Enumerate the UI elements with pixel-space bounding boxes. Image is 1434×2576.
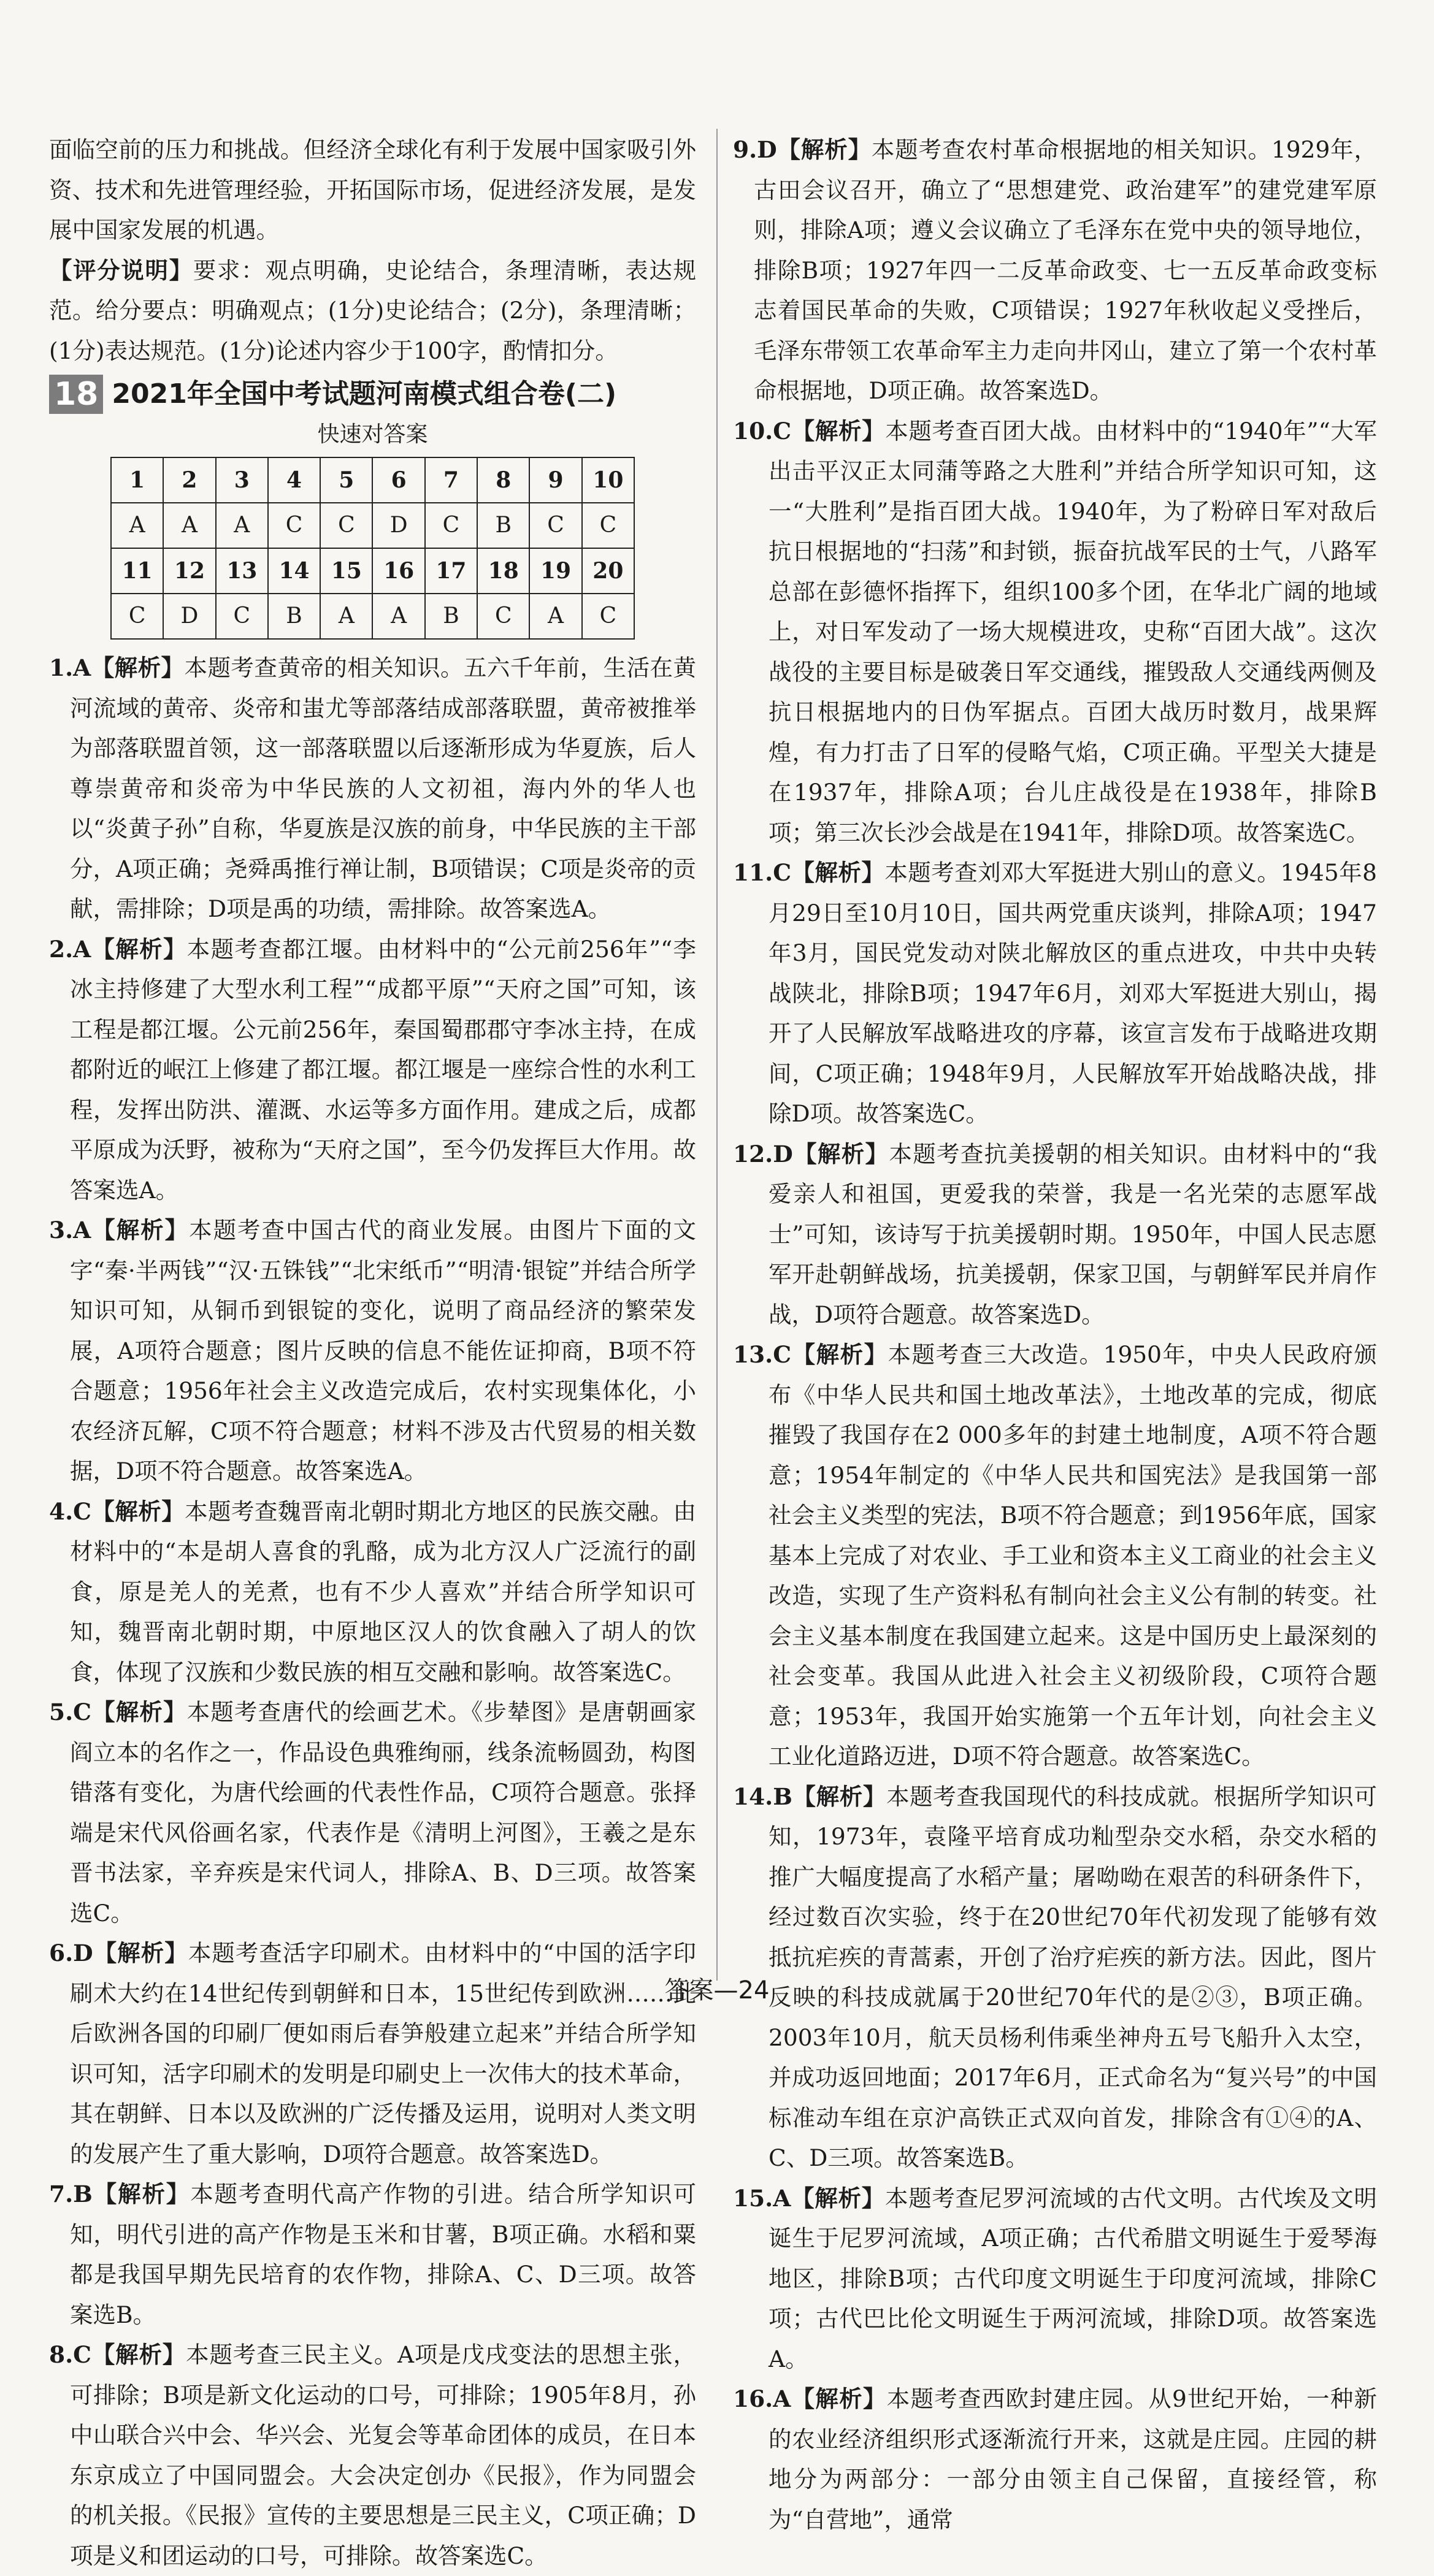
item-tag: 【解析】: [792, 1783, 887, 1810]
question-number-cell: 17: [425, 548, 477, 594]
item-text: 本题考查农村革命根据地的相关知识。1929年，古田会议召开，确立了“思想建党、政治建军”的建党建军原则，排除A项；遵义会议确立了毛泽东在党中央的领导地位，排除B项；1927年四一二反革命政变、七一五反革命政变标志着国民革命的失败，C项错误；1927年秋收起义受挫后，毛泽东带领工农革命军主力走向井冈山，建立了第一个农村革命根据地，D项正确。故答案选D。: [754, 136, 1377, 404]
item-tag: 【解析】: [91, 1497, 185, 1525]
score-note-text: 要求：观点明确，史论结合，条理清晰，表达规范。给分要点：明确观点；(1分)史论结合；(2分)，条理清晰；(1分)表达规范。(1分)论述内容少于100字，酌情扣分。: [49, 256, 697, 364]
question-number-cell: 12: [163, 548, 215, 594]
question-number-cell: 20: [582, 548, 634, 594]
item-text: 本题考查都江堰。由材料中的“公元前256年”“李冰主持修建了大型水利工程”“成都平原”“天府之国”可知，该工程是都江堰。公元前256年，秦国蜀郡郡守李冰主持，在成都附近的岷江上修建了都江堰。都江堰是一座综合性的水利工程，发挥出防洪、灌溉、水运等多方面作用。建成之后，成都平原成为沃野，被称为“天府之国”，至今仍发挥巨大作用。故答案选A。: [70, 935, 696, 1204]
column-divider: [716, 129, 718, 1981]
answer-cell: C: [529, 503, 581, 548]
question-number-cell: 18: [477, 548, 529, 594]
answer-cell: C: [320, 503, 372, 548]
answer-item: [49, 1692, 696, 1933]
section-title: 2021年全国中考试题河南模式组合卷(二): [112, 378, 617, 410]
question-number-cell: 11: [111, 548, 163, 594]
answer-cell: C: [425, 503, 477, 548]
question-number-cell: 7: [425, 457, 477, 503]
item-tag: 【解析】: [791, 2184, 885, 2212]
question-number-cell: 4: [268, 457, 320, 503]
answer-table-row: [111, 457, 634, 503]
item-number: 9.D: [733, 136, 777, 163]
item-number: 14.B: [733, 1783, 792, 1810]
answer-cell: B: [477, 503, 529, 548]
answer-item: [733, 853, 1377, 1134]
item-tag: 【解析】: [91, 1217, 190, 1244]
answer-cell: D: [163, 594, 215, 639]
question-number-cell: 9: [529, 457, 581, 503]
answer-cell: A: [163, 503, 215, 548]
item-number: 2.A: [49, 935, 91, 963]
item-tag: 【解析】: [91, 654, 185, 681]
answer-item: [49, 648, 696, 930]
answer-table-row: [111, 503, 634, 548]
item-text: 本题考查三大改造。1950年，中央人民政府颁布《中华人民共和国土地改革法》，土地改革的完成，彻底摧毁了我国存在2 000多年的封建土地制度，A项不符合题意；1954年制定的《中华人民共和国宪法》是我国第一部社会主义类型的宪法，B项不符合题意；到1956年底，国家基本上完成了对农业、手工业和资本主义工商业的社会主义改造，实现了生产资料私有制向社会主义公有制的转变。社会主义基本制度在我国建立起来。这是中国历史上最深刻的社会变革。我国从此进入社会主义初级阶段，C项符合题意；1953年，我国开始实施第一个五年计划，向社会主义工业化道路迈进，D项不符合题意。故答案选C。: [769, 1341, 1378, 1770]
question-number-cell: 16: [372, 548, 424, 594]
answer-cell: C: [111, 594, 163, 639]
answer-cell: A: [320, 594, 372, 639]
item-tag: 【解析】: [792, 1140, 889, 1168]
answer-table-row: [111, 548, 634, 594]
answer-cell: C: [582, 503, 634, 548]
question-number-cell: 10: [582, 457, 634, 503]
item-text: 本题考查刘邓大军挺进大别山的意义。1945年8月29日至10月10日，国共两党重庆谈判，排除A项；1947年3月，国民党发动对陕北解放区的重点进攻，中共中央转战陕北，排除B项；1947年6月，刘邓大军挺进大别山，揭开了人民解放军战略进攻的序幕，该宣言发布于战略进攻期间，C项正确；1948年9月，人民解放军开始战略决战，排除D项。故答案选C。: [769, 859, 1378, 1127]
answer-item: [49, 1492, 696, 1693]
answer-item: [733, 130, 1377, 411]
answer-item: [49, 930, 696, 1211]
item-text: 本题考查百团大战。由材料中的“1940年”“大军出击平汉正太同蒲等路之大胜利”并结合所学知识可知，这一“大胜利”是指百团大战。1940年，为了粉碎日军对敌后抗日根据地的“扫荡”和封锁，振奋抗战军民的士气，八路军总部在彭德怀指挥下，组织100多个团，在华北广阔的地域上，对日军发动了一场大规模进攻，史称“百团大战”。这次战役的主要目标是破袭日军交通线，摧毁敌人交通线两侧及抗日根据地内的日伪军据点。百团大战历时数月，战果辉煌，有力打击了日军的侵略气焰，C项正确。平型关大捷是在1937年，排除A项；台儿庄战役是在1938年，排除B项；第三次长沙会战是在1941年，排除D项。故答案选C。: [769, 417, 1378, 846]
question-number-cell: 15: [320, 548, 372, 594]
answer-item: [733, 411, 1377, 854]
item-number: 13.C: [733, 1341, 792, 1368]
item-tag: 【解析】: [791, 2385, 887, 2412]
question-number-cell: 3: [216, 457, 268, 503]
item-text: 本题考查抗美援朝的相关知识。由材料中的“我爱亲人和祖国，更爱我的荣誉，我是一名光荣的志愿军战士”可知，该诗写于抗美援朝时期。1950年，中国人民志愿军开赴朝鲜战场，抗美援朝，保家卫国，与朝鲜军民并肩作战，D项符合题意。故答案选D。: [769, 1140, 1378, 1328]
answer-cell: B: [425, 594, 477, 639]
item-number: 15.A: [733, 2184, 791, 2212]
item-text: 本题考查我国现代的科技成就。根据所学知识可知，1973年，袁隆平培育成功籼型杂交水稻，杂交水稻的推广大幅度提高了水稻产量；屠呦呦在艰苦的科研条件下，经过数百次实验，终于在20世纪70年代初发现了能够有效抵抗疟疾的青蒿素，开创了治疗疟疾的新方法。因此，图片反映的科技成就属于20世纪70年代的是②③，B项正确。2003年10月，航天员杨利伟乘坐神舟五号飞船升入太空，并成功返回地面；2017年6月，正式命名为“复兴号”的中国标准动车组在京沪高铁正式双向首发，排除含有①④的A、C、D三项。故答案选B。: [769, 1783, 1378, 2171]
item-number: 5.C: [49, 1699, 91, 1726]
question-number-cell: 1: [111, 457, 163, 503]
item-tag: 【解析】: [92, 2180, 191, 2207]
item-number: 7.B: [49, 2180, 93, 2207]
item-number: 6.D: [49, 1940, 93, 1966]
answer-table-title: 快速对答案: [317, 422, 428, 447]
item-tag: 【解析】: [791, 417, 886, 445]
answer-cell: C: [216, 594, 268, 639]
item-tag: 【解析】: [91, 935, 187, 963]
answer-cell: C: [268, 503, 320, 548]
item-tag: 【解析】: [776, 136, 872, 163]
answer-item: [733, 1335, 1377, 1777]
answer-cell: A: [372, 594, 424, 639]
item-number: 1.A: [49, 654, 91, 681]
question-number-cell: 8: [477, 457, 529, 503]
question-number-cell: 19: [529, 548, 581, 594]
answer-cell: B: [268, 594, 320, 639]
item-text: 本题考查中国古代的商业发展。由图片下面的文字“秦·半两钱”“汉·五铢钱”“北宋纸币”“明清·银锭”并结合所学知识可知，从铜币到银锭的变化，说明了商品经济的繁荣发展，A项符合题意；图片反映的信息不能佐证抑商，B项不符合题意；1956年社会主义改造完成后，农村实现集体化，小农经济瓦解，C项不符合题意；材料不涉及古代贸易的相关数据，D项不符合题意。故答案选A。: [70, 1217, 697, 1485]
answer-cell: C: [477, 594, 529, 639]
score-note-tag: 【评分说明】: [49, 256, 193, 284]
answer-cell: A: [111, 503, 163, 548]
section-header: [49, 375, 696, 414]
item-text: 本题考查西欧封建庄园。从9世纪开始，一种新的农业经济组织形式逐渐流行开来，这就是庄园。庄园的耕地分为两部分：一部分由领主自己保留，直接经管，称为“自营地”，通常: [769, 2385, 1377, 2533]
answer-cell: D: [372, 503, 424, 548]
right-column: [733, 130, 1377, 2540]
question-number-cell: 2: [163, 457, 215, 503]
item-number: 10.C: [733, 417, 792, 445]
item-text: 本题考查黄帝的相关知识。五六千年前，生活在黄河流域的黄帝、炎帝和蚩尤等部落结成部落联盟，黄帝被推举为部落联盟首领，这一部落联盟以后逐渐形成为华夏族，后人尊崇黄帝和炎帝为中华民族的人文初祖，海内外的华人也以“炎黄子孙”自称，华夏族是汉族的前身，中华民族的主干部分，A项正确；尧舜禹推行禅让制，B项错误；C项是炎帝的贡献，需排除；D项是禹的功绩，需排除。故答案选A。: [70, 654, 697, 922]
answer-item: [733, 2379, 1377, 2540]
question-number-cell: 5: [320, 457, 372, 503]
page-footer: 答案—24: [664, 1976, 770, 2005]
item-tag: 【解析】: [91, 2341, 186, 2368]
question-number-cell: 6: [372, 457, 424, 503]
answer-cell: C: [582, 594, 634, 639]
item-text: 本题考查三民主义。A项是戊戌变法的思想主张，可排除；B项是新文化运动的口号，可排除；1905年8月，孙中山联合兴中会、华兴会、光复会等革命团体的成员，在日本东京成立了中国同盟会。大会决定创办《民报》，作为同盟会的机关报。《民报》宣传的主要思想是三民主义，C项正确；D项是义和团运动的口号，可排除。故答案选C。: [70, 2341, 696, 2569]
item-number: 8.C: [49, 2341, 91, 2368]
answer-cell: A: [216, 503, 268, 548]
answer-table: [110, 457, 635, 640]
item-tag: 【解析】: [791, 859, 885, 886]
answer-item: [733, 1134, 1377, 1336]
item-text: 本题考查明代高产作物的引进。结合所学知识可知，明代引进的高产作物是玉米和甘薯，B项正确。水稻和粟都是我国早期先民培育的农作物，排除A、C、D三项。故答案选B。: [70, 2180, 697, 2328]
item-number: 11.C: [733, 859, 792, 886]
item-number: 4.C: [49, 1497, 91, 1525]
section-number: 18: [49, 375, 103, 414]
item-tag: 【解析】: [91, 1699, 187, 1726]
item-number: 3.A: [49, 1217, 91, 1244]
intro-paragraph: 面临空前的压力和挑战。但经济全球化有利于发展中国家吸引外资、技术和先进管理经验，开拓国际市场，促进经济发展，是发展中国家发展的机遇。: [49, 136, 696, 243]
item-text: 本题考查魏晋南北朝时期北方地区的民族交融。由材料中的“本是胡人喜食的乳酪，成为北方汉人广泛流行的副食，原是羌人的羌煮，也有不少人喜欢”并结合所学知识可知，魏晋南北朝时期，中原地区汉人的饮食融入了胡人的饮食，体现了汉族和少数民族的相互交融和影响。故答案选C。: [70, 1497, 697, 1686]
left-column: [49, 130, 696, 2576]
question-number-cell: 13: [216, 548, 268, 594]
item-tag: 【解析】: [93, 1940, 188, 1966]
item-text: 本题考查尼罗河流域的古代文明。古代埃及文明诞生于尼罗河流域，A项正确；古代希腊文明诞生于爱琴海地区，排除B项；古代印度文明诞生于印度河流域，排除C项；古代巴比伦文明诞生于两河流域，排除D项。故答案选A。: [769, 2184, 1378, 2372]
answer-item: [49, 1933, 696, 2174]
answer-item: [49, 1210, 696, 1492]
score-note: [49, 251, 696, 372]
answer-item: [49, 2335, 696, 2576]
item-number: 12.D: [733, 1140, 793, 1168]
item-tag: 【解析】: [791, 1341, 888, 1368]
item-text: 本题考查唐代的绘画艺术。《步辇图》是唐朝画家阎立本的名作之一，作品设色典雅绚丽，线条流畅圆劲，构图错落有变化，为唐代绘画的代表性作品，C项符合题意。张择端是宋代风俗画名家，代表作是《清明上河图》，王羲之是东晋书法家，辛弃疾是宋代词人，排除A、B、D三项。故答案选C。: [70, 1699, 697, 1927]
question-number-cell: 14: [268, 548, 320, 594]
answer-table-row: [111, 594, 634, 639]
answer-item: [733, 2179, 1377, 2380]
answer-item: [49, 2174, 696, 2335]
item-number: 16.A: [733, 2385, 791, 2412]
answer-cell: A: [529, 594, 581, 639]
item-text: 本题考查活字印刷术。由材料中的“中国的活字印刷术大约在14世纪传到朝鲜和日本，15世纪传到欧洲……此后欧洲各国的印刷厂便如雨后春笋般建立起来”并结合所学知识可知，活字印刷术的发明是印刷史上一次伟大的技术革命，其在朝鲜、日本以及欧洲的广泛传播及运用，说明对人类文明的发展产生了重大影响，D项符合题意。故答案选D。: [70, 1940, 697, 2168]
